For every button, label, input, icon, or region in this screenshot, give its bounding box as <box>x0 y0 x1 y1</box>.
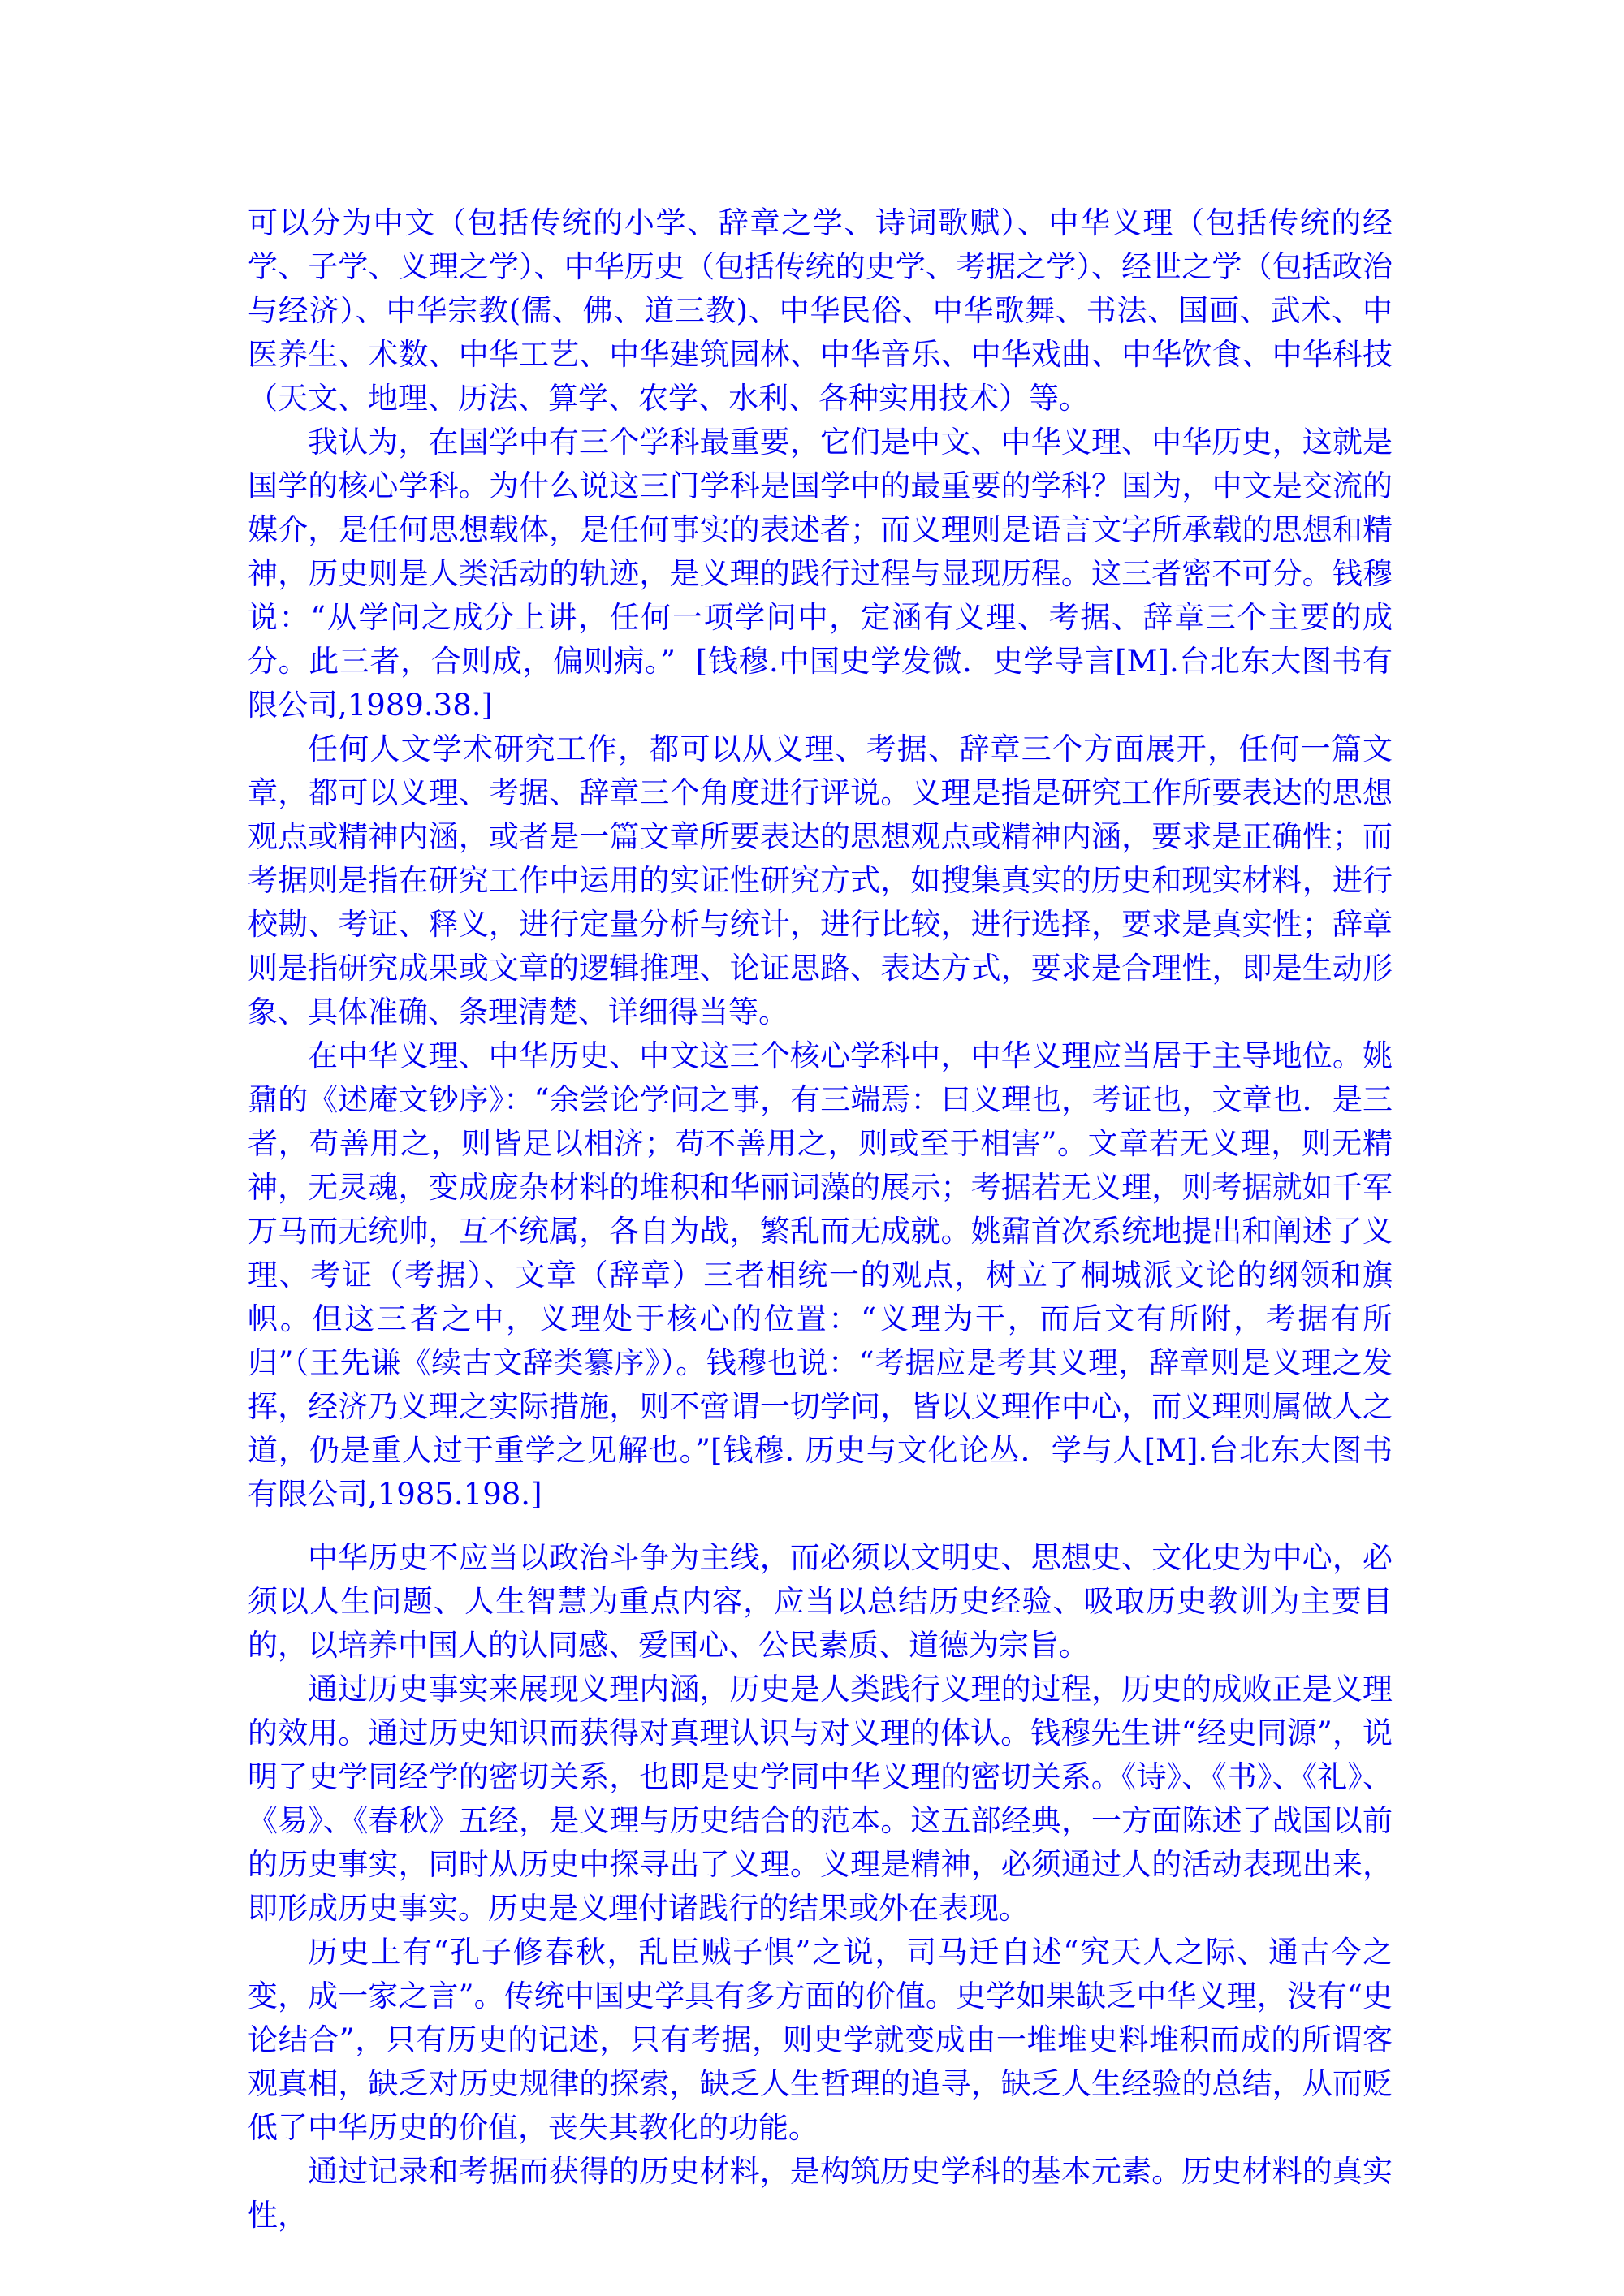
paragraph-6-text: 通过历史事实来展现义理内涵，历史是人类践行义理的过程，历史的成败正是义理的效用。通过历史知识而获得对真理认识与对义理的体认。钱穆先生讲“经史同源”，说明了史学同经学的密切关系，也即是史学同中华义理的密切关系。《诗》、《书》、《礼》、《易》、《春秋》五经，是义理与历史结合的范本。这五部经典，一方面陈述了战国以前的历史事实，同时从历史中探寻出了义理。义理是精神，必须通过人的活动表现出来，即形成历史事实。历史是义理付诸践行的结果或外在表现。 <box>248 1672 1393 1926</box>
paragraph-1 <box>248 201 1393 421</box>
paragraph-8-text: 通过记录和考据而获得的历史材料，是构筑历史学科的基本元素。历史材料的真实性， <box>248 2154 1393 2233</box>
paragraph-4-text: 在中华义理、中华历史、中文这三个核心学科中，中华义理应当居于主导地位。姚鼐的《述庵文钞序》：“余尝论学问之事，有三端焉：曰义理也，考证也，文章也．是三者，苟善用之，则皆足以相济；苟不善用之，则或至于相害”。文章若无义理，则无精神，无灵魂，变成庞杂材料的堆积和华丽词藻的展示；考据若无义理，则考据就如千军万马而无统帅，互不统属，各自为战，繁乱而无成就。姚鼐首次系统地提出和阐述了义理、考证（考据）、文章（辞章）三者相统一的观点，树立了桐城派文论的纲领和旗帜。但这三者之中，义理处于核心的位置：“义理为干，而后文有所附，考据有所归”（王先谦《续古文辞类纂序》）。钱穆也说：“考据应是考其义理，辞章则是义理之发挥，经济乃义理之实际措施，则不啻谓一切学问，皆以义理作中心，而义理则属做人之道，仍是重人过于重学之见解也。” <box>248 1038 1393 1468</box>
paragraph-2-text: 我认为，在国学中有三个学科最重要，它们是中文、中华义理、中华历史，这就是国学的核心学科。为什么说这三门学科是国学中的最重要的学科？国为，中文是交流的媒介，是任何思想载体，是任何事实的表述者；而义理则是语言文字所承载的思想和精神，历史则是人类活动的轨迹，是义理的践行过程与显现历程。这三者密不可分。钱穆说：“从学问之成分上讲，任何一项学问中，定涵有义理、考据、辞章三个主要的成分。此三者，合则成，偏则病。” <box>248 425 1393 679</box>
paragraph-7 <box>248 1931 1393 2150</box>
paragraph-8 <box>248 2150 1393 2238</box>
citation-1: [钱穆.中国史学发微．史学导言[M].台北东大图书有限公司,1989.38.] <box>248 644 1393 723</box>
paragraph-2 <box>248 421 1393 727</box>
document-page <box>248 201 1393 2238</box>
citation-2: [钱穆. 历史与文化论丛．学与人[M].台北东大图书有限公司,1985.198.] <box>248 1433 1393 1512</box>
paragraph-4 <box>248 1034 1393 1517</box>
paragraph-7-text: 历史上有“孔子修春秋，乱臣贼子惧”之说，司马迁自述“究天人之际、通古今之变，成一家之言”。传统中国史学具有多方面的价值。史学如果缺乏中华义理，没有“史论结合”，只有历史的记述，只有考据，则史学就变成由一堆堆史料堆积而成的所谓客观真相，缺乏对历史规律的探索，缺乏人生哲理的追寻，缺乏人生经验的总结，从而贬低了中华历史的价值，丧失其教化的功能。 <box>248 1935 1393 2145</box>
paragraph-3-text: 任何人文学术研究工作，都可以从义理、考据、辞章三个方面展开，任何一篇文章，都可以义理、考据、辞章三个角度进行评说。义理是指是研究工作所要表达的思想观点或精神内涵，或者是一篇文章所要表达的思想观点或精神内涵，要求是正确性；而考据则是指在研究工作中运用的实证性研究方式，如搜集真实的历史和现实材料，进行校勘、考证、释义，进行定量分析与统计，进行比较，进行选择，要求是真实性；辞章则是指研究成果或文章的逻辑推理、论证思路、表达方式，要求是合理性，即是生动形象、具体准确、条理清楚、详细得当等。 <box>248 732 1393 1029</box>
paragraph-5 <box>248 1536 1393 1668</box>
paragraph-6 <box>248 1668 1393 1931</box>
paragraph-1-text: 可以分为中文（包括传统的小学、辞章之学、诗词歌赋）、中华义理（包括传统的经学、子学、义理之学）、中华历史（包括传统的史学、考据之学）、经世之学（包括政治与经济）、中华宗教(儒、佛、道三教)、中华民俗、中华歌舞、书法、国画、武术、中医养生、术数、中华工艺、中华建筑园林、中华音乐、中华戏曲、中华饮食、中华科技（天文、地理、历法、算学、农学、水利、各种实用技术）等。 <box>248 205 1393 416</box>
paragraph-5-text: 中华历史不应当以政治斗争为主线，而必须以文明史、思想史、文化史为中心，必须以人生问题、人生智慧为重点内容，应当以总结历史经验、吸取历史教训为主要目的，以培养中国人的认同感、爱国心、公民素质、道德为宗旨。 <box>248 1540 1393 1663</box>
paragraph-3 <box>248 727 1393 1034</box>
